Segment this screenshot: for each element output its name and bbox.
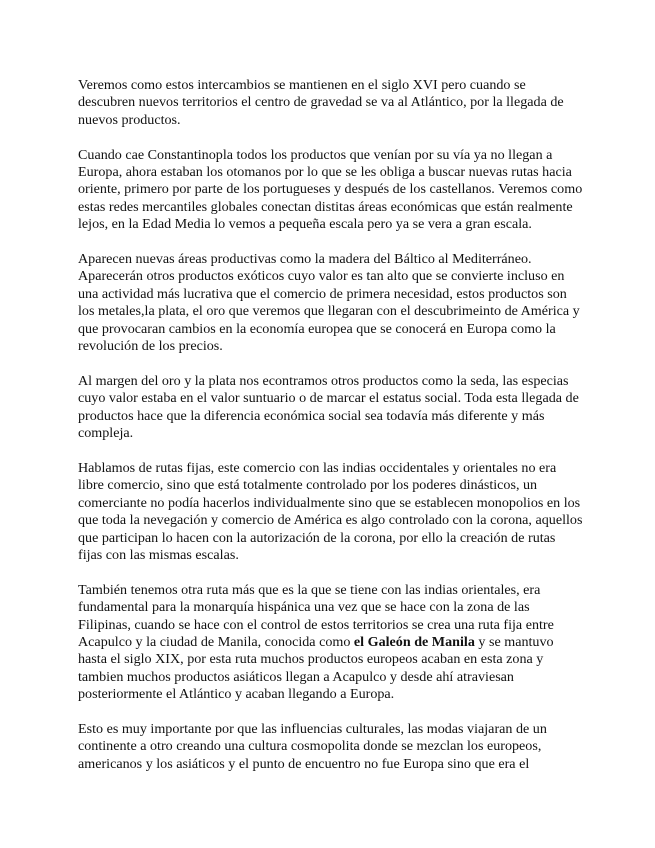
document-body: [78, 77, 583, 791]
paragraph-manila-galleon: [78, 582, 583, 704]
paragraph-constantinople: Cuando cae Constantinopla todos los productos que venían por su vía ya no llegan a Europa, ahora estaban los otomanos por lo que se les obliga a buscar nuevas rutas hacia oriente, primero por parte de los portugueses y después de los castellanos. Veremos como estas redes mercantiles globales conectan distitas áreas económicas que están realmente lejos, en la Edad Media lo vemos a pequeña escala pero ya se vera a gran escala.: [78, 146, 583, 233]
manila-galleon-bold: el Galeón de Manila: [353, 633, 475, 650]
paragraph-productive-areas: Aparecen nuevas áreas productivas como la madera del Báltico al Mediterráneo. Aparecerán otros productos exóticos cuyo valor es tan alto que se convierte incluso en una actividad más lucrativa que el comercio de primera necesidad, estos productos son los metales,la plata, el oro que veremos que llegaran con el descubrimeinto de América y que provocaran cambios en la economía europea que se conocerá en Europa como la revolución de los precios.: [78, 251, 580, 355]
paragraph-fixed-routes: Hablamos de rutas fijas, este comercio con las indias occidentales y orientales no era libre comercio, sino que está totalmente controlado por los poderes dinásticos, un comerciante no podía hacerlos individualmente sino que se establecen monopolios en los que toda la nevegación y comercio de América es algo controlado con la corona, aquellos que participan lo hacen con la autorización de la corona, por ello la creación de rutas fijas con las mismas escalas.: [78, 459, 583, 563]
paragraph-gold-silver: Al margen del oro y la plata nos econtramos otros productos como la seda, las especias cuyo valor estaba en el valor suntuario o de marcar el estatus social. Toda esta llegada de productos hace que la diferencia económica social sea todavía más diferente y más compleja.: [78, 372, 579, 442]
paragraph-cultural-influence: Esto es muy importante por que las influencias culturales, las modas viajaran de un continente a otro creando una cultura cosmopolita donde se mezclan los europeos, americanos y los asiáticos y el punto de encuentro no fue Europa sino que era el: [78, 720, 547, 772]
manila-text-after: y se mantuvo hasta el siglo XIX, por esta ruta muchos productos europeos acaban en esta zona y tambien muchos productos asiáticos llegan a Acapulco y desde ahí atraviesan posteriormente el Atlántico y acaban llegando a Europa.: [78, 633, 554, 703]
paragraph-intro: Veremos como estos intercambios se mantienen en el siglo XVI pero cuando se descubren nuevos territorios el centro de gravedad se va al Atlántico, por la llegada de nuevos productos.: [78, 77, 564, 128]
manila-text-before: También tenemos otra ruta más que es la que se tiene con las indias orientales, era fundamental para la monarquía hispánica una vez que se hace con la zona de las Filipinas, cuando se hace con el control de estos territorios se crea una ruta fija entre Acapulco y la ciudad de Manila, conocida como: [78, 581, 554, 650]
